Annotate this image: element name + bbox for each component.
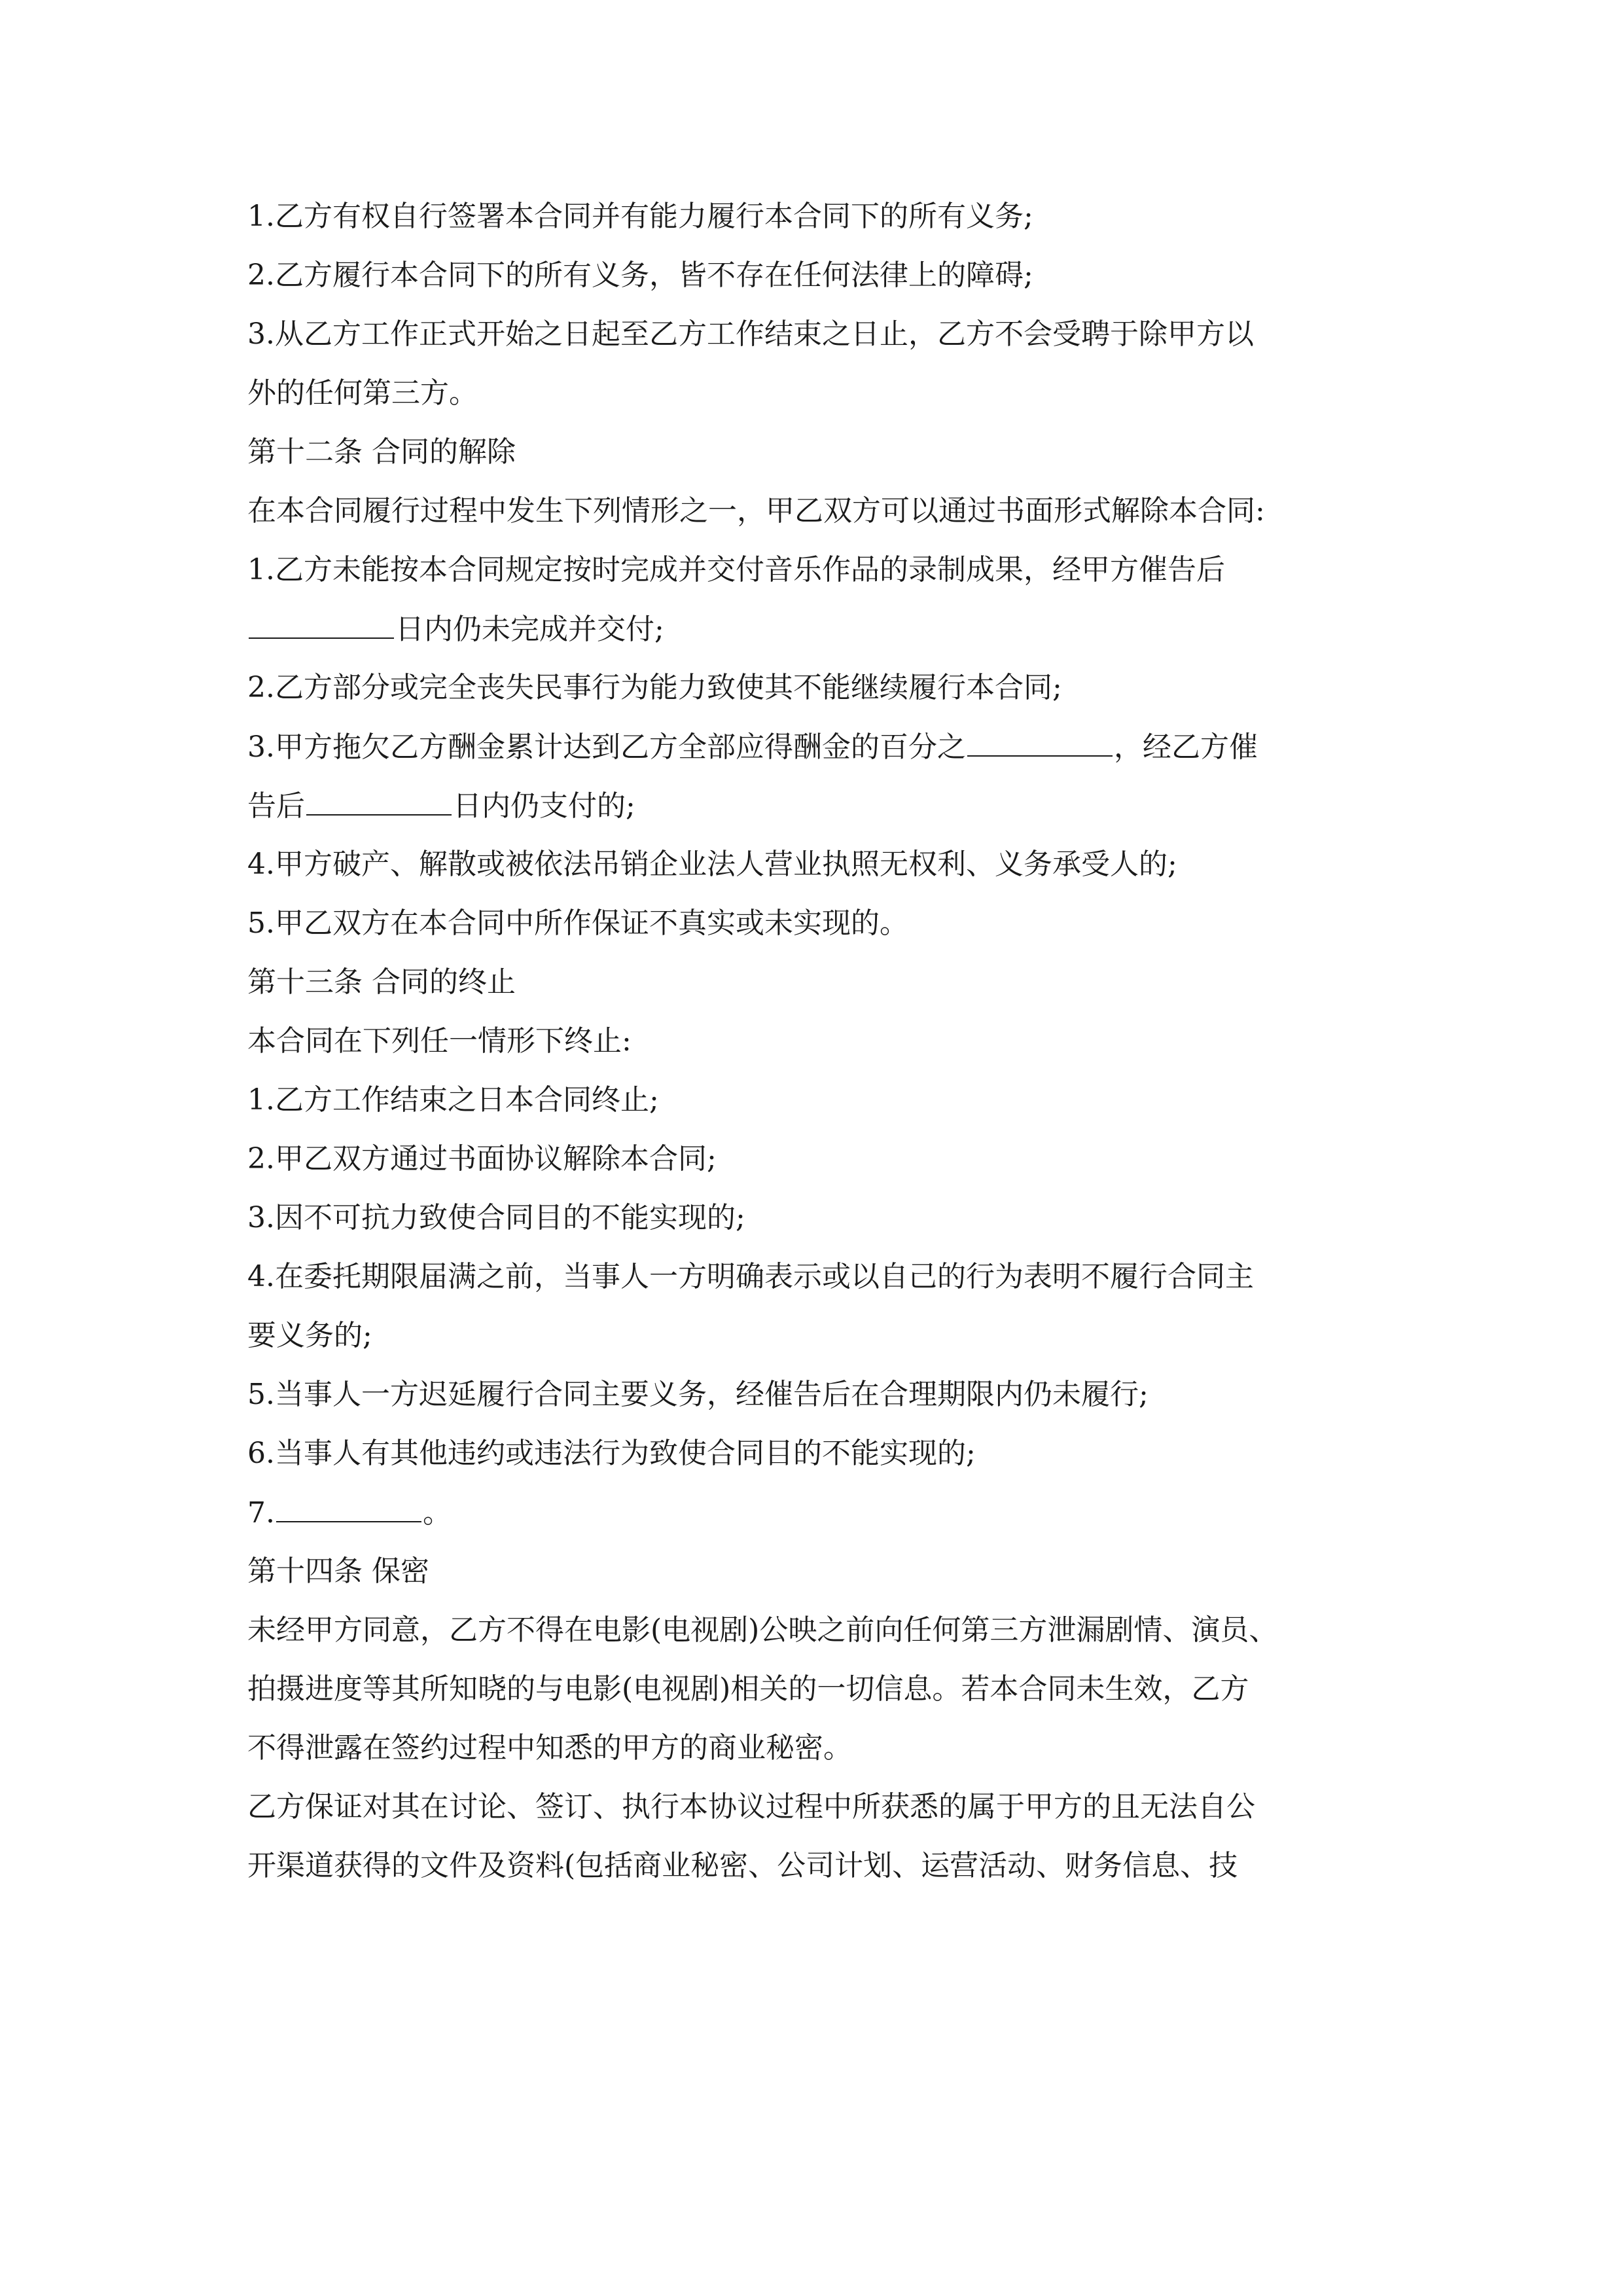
section-heading-article-13: 第十三条 合同的终止 <box>247 965 516 999</box>
text-segment: 日内仍支付的; <box>453 789 635 823</box>
clause-item-continuation <box>247 609 1399 649</box>
clause-item: 3.因不可抗力致使合同目的不能实现的; <box>247 1201 745 1234</box>
section-heading-article-12: 第十二条 合同的解除 <box>247 435 516 469</box>
paragraph-continuation: 拍摄进度等其所知晓的与电影(电视剧)相关的一切信息。若本合同未生效，乙方 <box>247 1672 1249 1706</box>
clause-item: 5.甲乙双方在本合同中所作保证不真实或未实现的。 <box>247 906 908 940</box>
text-segment: ，经乙方催 <box>1113 730 1258 764</box>
text-segment: 。 <box>422 1496 452 1530</box>
paragraph-continuation: 不得泄露在签约过程中知悉的甲方的商业秘密。 <box>247 1731 852 1765</box>
clause-item: 3.从乙方工作正式开始之日起至乙方工作结束之日止，乙方不会受聘于除甲方以 <box>247 317 1254 351</box>
clause-item-continuation: 要义务的; <box>247 1319 372 1352</box>
paragraph: 未经甲方同意，乙方不得在电影(电视剧)公映之前向任何第三方泄漏剧情、演员、 <box>247 1613 1278 1647</box>
clause-item: 1.乙方未能按本合同规定按时完成并交付音乐作品的录制成果，经甲方催告后 <box>247 553 1225 586</box>
fill-in-blank[interactable] <box>276 1492 421 1522</box>
text-segment: 3.甲方拖欠乙方酬金累计达到乙方全部应得酬金的百分之 <box>247 730 966 764</box>
fill-in-blank[interactable] <box>249 609 394 639</box>
clause-item: 6.当事人有其他违约或违法行为致使合同目的不能实现的; <box>247 1437 976 1470</box>
text-segment: 7. <box>247 1496 275 1530</box>
clause-item: 4.甲方破产、解散或被依法吊销企业法人营业执照无权利、义务承受人的; <box>247 848 1177 881</box>
text-segment: 告后 <box>247 789 305 823</box>
clause-item: 1.乙方工作结束之日本合同终止; <box>247 1083 659 1117</box>
paragraph-continuation: 开渠道获得的文件及资料(包括商业秘密、公司计划、运营活动、财务信息、技 <box>247 1849 1238 1882</box>
fill-in-blank[interactable] <box>306 785 452 816</box>
clause-item: 2.甲乙双方通过书面协议解除本合同; <box>247 1142 717 1175</box>
document-body <box>247 196 1399 1905</box>
clause-item-continuation: 外的任何第三方。 <box>247 376 478 410</box>
section-heading-article-14: 第十四条 保密 <box>247 1554 429 1588</box>
paragraph: 在本合同履行过程中发生下列情形之一，甲乙双方可以通过书面形式解除本合同: <box>247 494 1265 528</box>
clause-item: 2.乙方履行本合同下的所有义务，皆不存在任何法律上的障碍; <box>247 259 1033 292</box>
clause-item <box>247 726 1399 766</box>
clause-item <box>247 1492 1399 1532</box>
fill-in-blank[interactable] <box>967 726 1113 757</box>
clause-item: 1.乙方有权自行签署本合同并有能力履行本合同下的所有义务; <box>247 200 1033 233</box>
clause-item: 5.当事人一方迟延履行合同主要义务，经催告后在合理期限内仍未履行; <box>247 1378 1149 1411</box>
paragraph: 乙方保证对其在讨论、签订、执行本协议过程中所获悉的属于甲方的且无法自公 <box>247 1790 1255 1823</box>
paragraph: 本合同在下列任一情形下终止: <box>247 1024 632 1058</box>
clause-item-continuation <box>247 785 1399 825</box>
clause-item: 2.乙方部分或完全丧失民事行为能力致使其不能继续履行本合同; <box>247 671 1062 704</box>
clause-item: 4.在委托期限届满之前，当事人一方明确表示或以自己的行为表明不履行合同主 <box>247 1260 1254 1293</box>
text-segment: 日内仍未完成并交付; <box>395 613 664 646</box>
